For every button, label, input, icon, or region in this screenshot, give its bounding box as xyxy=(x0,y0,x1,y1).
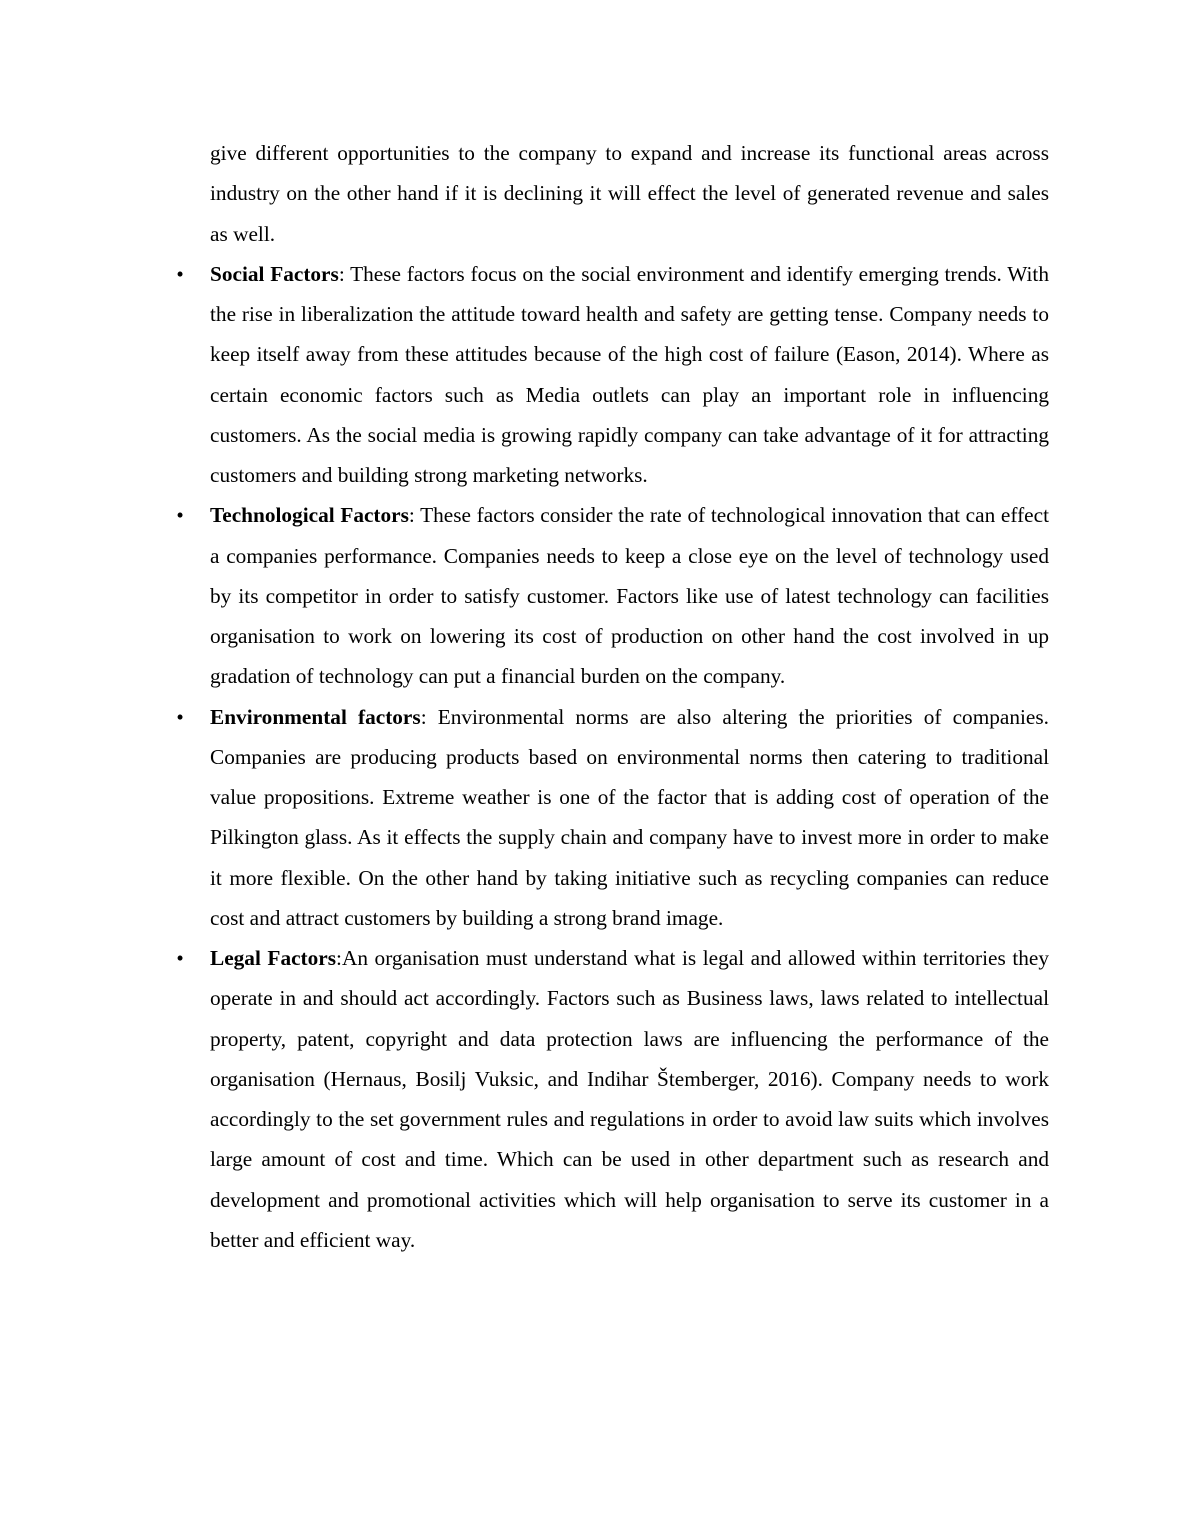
bullet-item-social-factors xyxy=(176,254,1049,496)
bullet-icon: • xyxy=(176,503,184,528)
bullet-term: Legal Factors xyxy=(210,946,337,970)
bullet-icon: • xyxy=(176,704,184,729)
bullet-item-technological-factors xyxy=(176,495,1049,696)
bullet-text: : Environmental norms are also altering the priorities of companies. Companies are producing products based on environmental norms then catering to traditional value propositions. Extreme weather is one of the factor that is adding cost of operation of the Pilkington glass. As it effects the supply chain and company have to invest more in order to make it more flexible. On the other hand by taking initiative such as recycling companies can reduce cost and attract customers by building a strong brand image. xyxy=(210,704,1049,930)
bullet-text: : These factors consider the rate of technological innovation that can effect a companies performance. Companies needs to keep a close eye on the level of technology used by its competitor in order to satisfy customer. Factors like use of latest technology can facilities organisation to work on lowering its cost of production on other hand the cost involved in up gradation of technology can put a financial burden on the company. xyxy=(210,503,1049,689)
document-body xyxy=(176,133,1049,1260)
continuation-paragraph: give different opportunities to the company to expand and increase its functional areas across industry on the other hand if it is declining it will effect the level of generated revenue and sales as well. xyxy=(210,141,1049,246)
bullet-term: Environmental factors xyxy=(210,704,421,729)
bullet-icon: • xyxy=(176,946,184,970)
bullet-icon: • xyxy=(176,261,184,286)
bullet-term: Technological Factors xyxy=(210,503,409,528)
bullet-item-environmental-factors xyxy=(176,697,1049,939)
bullet-text: : These factors focus on the social environment and identify emerging trends. With the rise in liberalization the attitude toward health and safety are getting tense. Company needs to keep itself away from these attitudes because of the high cost of failure (Eason, 2014). Where as certain economic factors such as Media outlets can play an important role in influencing customers. As the social media is growing rapidly company can take advantage of it for attracting customers and building strong marketing networks. xyxy=(210,261,1049,487)
bullet-text: :An organisation must understand what is legal and allowed within territories they operate in and should act accordingly. Factors such as Business laws, laws related to intellectual property, patent, copyright and data protection laws are influencing the performance of the organisation (Hernaus, Bosilj Vuksic, and Indihar Štemberger, 2016). Company needs to work accordingly to the set government rules and regulations in order to avoid law suits which involves large amount of cost and time. Which can be used in other department such as research and development and promotional activities which will help organisation to serve its customer in a better and efficient way. xyxy=(210,946,1049,1252)
bullet-term: Social Factors xyxy=(210,261,339,286)
bullet-item-legal-factors xyxy=(176,938,1049,1260)
